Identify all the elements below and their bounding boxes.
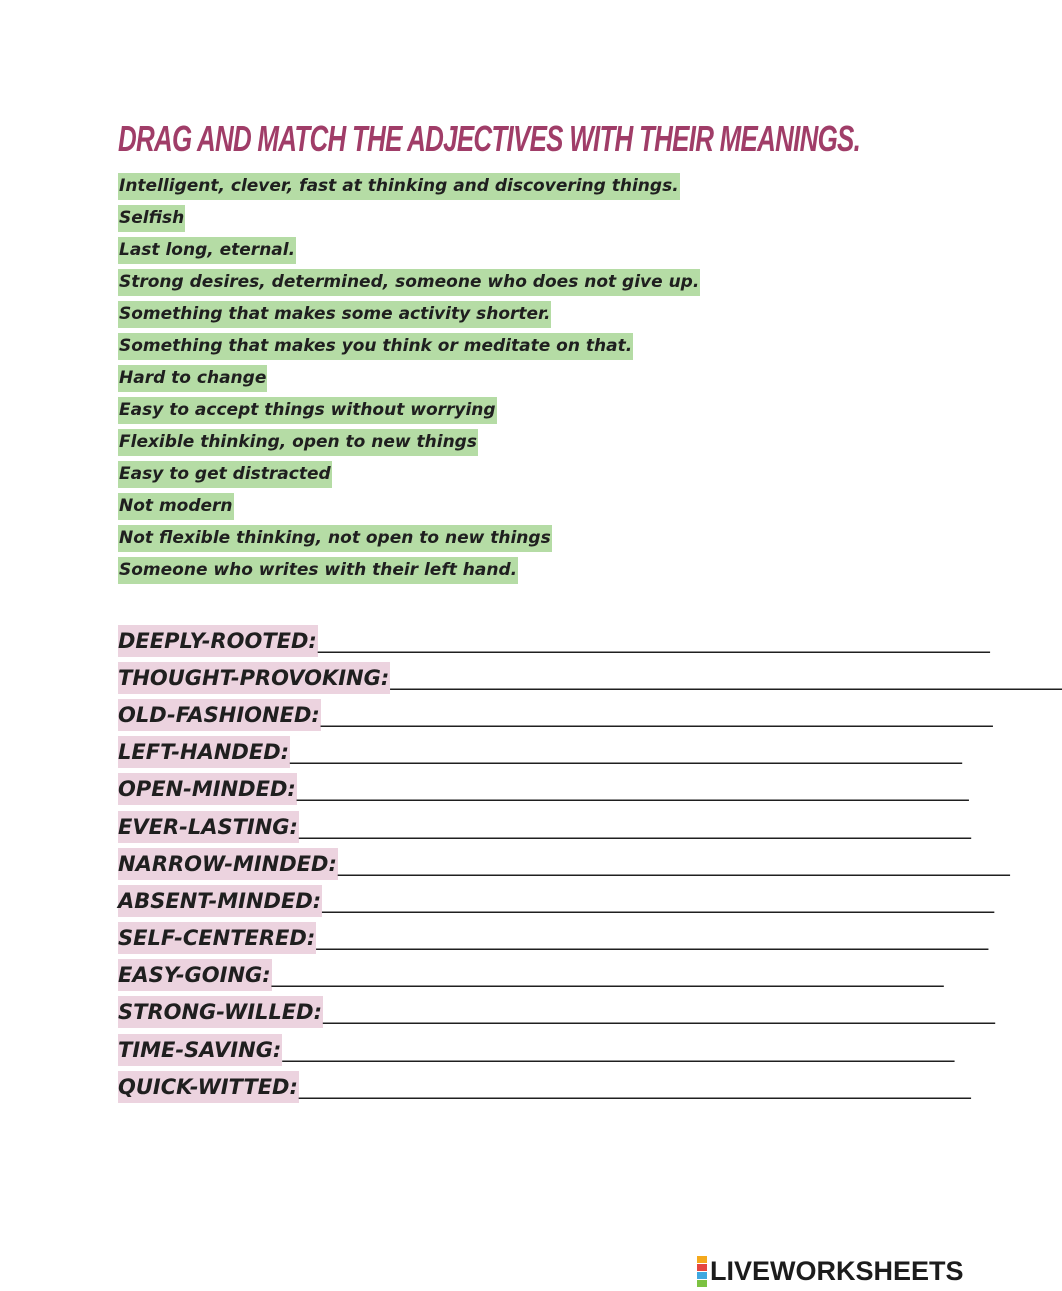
meaning-chip[interactable]: Not modern: [118, 493, 234, 520]
answer-row: [118, 882, 995, 919]
meaning-item: [118, 394, 700, 426]
answer-row: [118, 994, 995, 1031]
answer-drop-zone[interactable]: ________________________________________________________________: [322, 1000, 995, 1025]
meaning-chip[interactable]: Strong desires, determined, someone who does not give up.: [118, 269, 700, 296]
meaning-chip[interactable]: Hard to change: [118, 365, 267, 392]
answer-row: [118, 957, 944, 994]
page-title: DRAG AND MATCH THE ADJECTIVES WITH THEIR MEANINGS.: [118, 118, 861, 159]
meaning-item: [118, 298, 700, 330]
term-label: THOUGHT-PROVOKING:: [118, 662, 390, 694]
meaning-chip[interactable]: Flexible thinking, open to new things: [118, 429, 478, 456]
meaning-chip[interactable]: Something that makes you think or meditate on that.: [118, 333, 633, 360]
logo-blocks-icon: [697, 1256, 707, 1287]
meaning-chip[interactable]: Intelligent, clever, fast at thinking and discovering things.: [118, 173, 680, 200]
logo-block: [697, 1280, 707, 1287]
meaning-item: [118, 554, 700, 586]
meaning-item: [118, 458, 700, 490]
answer-row: [118, 1031, 955, 1068]
answer-drop-zone[interactable]: ________________________________________________________________: [290, 740, 963, 765]
term-label: EVER-LASTING:: [118, 811, 299, 843]
answer-row: [118, 696, 993, 733]
answer-drop-zone[interactable]: ________________________________________________________________: [296, 777, 969, 802]
term-label: TIME-SAVING:: [118, 1034, 282, 1066]
term-label: QUICK-WITTED:: [118, 1071, 299, 1103]
meaning-item: [118, 490, 700, 522]
meaning-item: [118, 426, 700, 458]
answer-drop-zone[interactable]: ________________________________________________________________: [322, 888, 995, 913]
term-label: NARROW-MINDED:: [118, 848, 338, 880]
logo-block: [697, 1256, 707, 1263]
meaning-chip[interactable]: Easy to accept things without worrying: [118, 397, 497, 424]
term-label: OPEN-MINDED:: [118, 773, 297, 805]
answer-row: [118, 845, 1010, 882]
meaning-item: [118, 362, 700, 394]
term-label: DEEPLY-ROOTED:: [118, 625, 318, 657]
term-label: SELF-CENTERED:: [118, 922, 316, 954]
logo-block: [697, 1264, 707, 1271]
meaning-chip[interactable]: Someone who writes with their left hand.: [118, 557, 518, 584]
term-label: OLD-FASHIONED:: [118, 699, 321, 731]
answer-row: [118, 920, 989, 957]
answer-drop-zone[interactable]: ________________________________________________________________: [390, 665, 1062, 690]
liveworksheets-logo: [697, 1256, 964, 1287]
answer-drop-zone[interactable]: ________________________________________________________________: [317, 628, 990, 653]
meaning-chip[interactable]: Last long, eternal.: [118, 237, 296, 264]
answer-drop-zone[interactable]: ________________________________________________________________: [320, 702, 993, 727]
meaning-item: [118, 330, 700, 362]
meaning-item: [118, 522, 700, 554]
answer-row: [118, 659, 1062, 696]
answer-row: [118, 808, 971, 845]
answer-drop-zone[interactable]: ________________________________________________________________: [298, 1074, 971, 1099]
term-label: STRONG-WILLED:: [118, 996, 323, 1028]
term-label: ABSENT-MINDED:: [118, 885, 322, 917]
answer-row: [118, 771, 969, 808]
term-label: LEFT-HANDED:: [118, 736, 290, 768]
meaning-chip[interactable]: Easy to get distracted: [118, 461, 332, 488]
meaning-chip[interactable]: Something that makes some activity shorter.: [118, 301, 551, 328]
meaning-chip[interactable]: Not flexible thinking, not open to new things: [118, 525, 552, 552]
meaning-item: [118, 266, 700, 298]
answer-drop-zone[interactable]: ________________________________________________________________: [298, 814, 971, 839]
meaning-chip[interactable]: Selfish: [118, 205, 185, 232]
meanings-list: [118, 170, 700, 586]
logo-block: [697, 1272, 707, 1279]
meaning-item: [118, 170, 700, 202]
answer-row: [118, 734, 963, 771]
answer-drop-zone[interactable]: ________________________________________________________________: [271, 963, 944, 988]
meaning-item: [118, 234, 700, 266]
term-label: EASY-GOING:: [118, 959, 272, 991]
answer-row: [118, 622, 990, 659]
answer-drop-zone[interactable]: ________________________________________________________________: [316, 926, 989, 951]
answer-drop-zone[interactable]: ________________________________________________________________: [282, 1037, 955, 1062]
answer-row: [118, 1068, 971, 1105]
meaning-item: [118, 202, 700, 234]
answer-list: [118, 622, 1062, 1105]
logo-text: LIVEWORKSHEETS: [710, 1256, 964, 1286]
answer-drop-zone[interactable]: ________________________________________________________________: [337, 851, 1010, 876]
